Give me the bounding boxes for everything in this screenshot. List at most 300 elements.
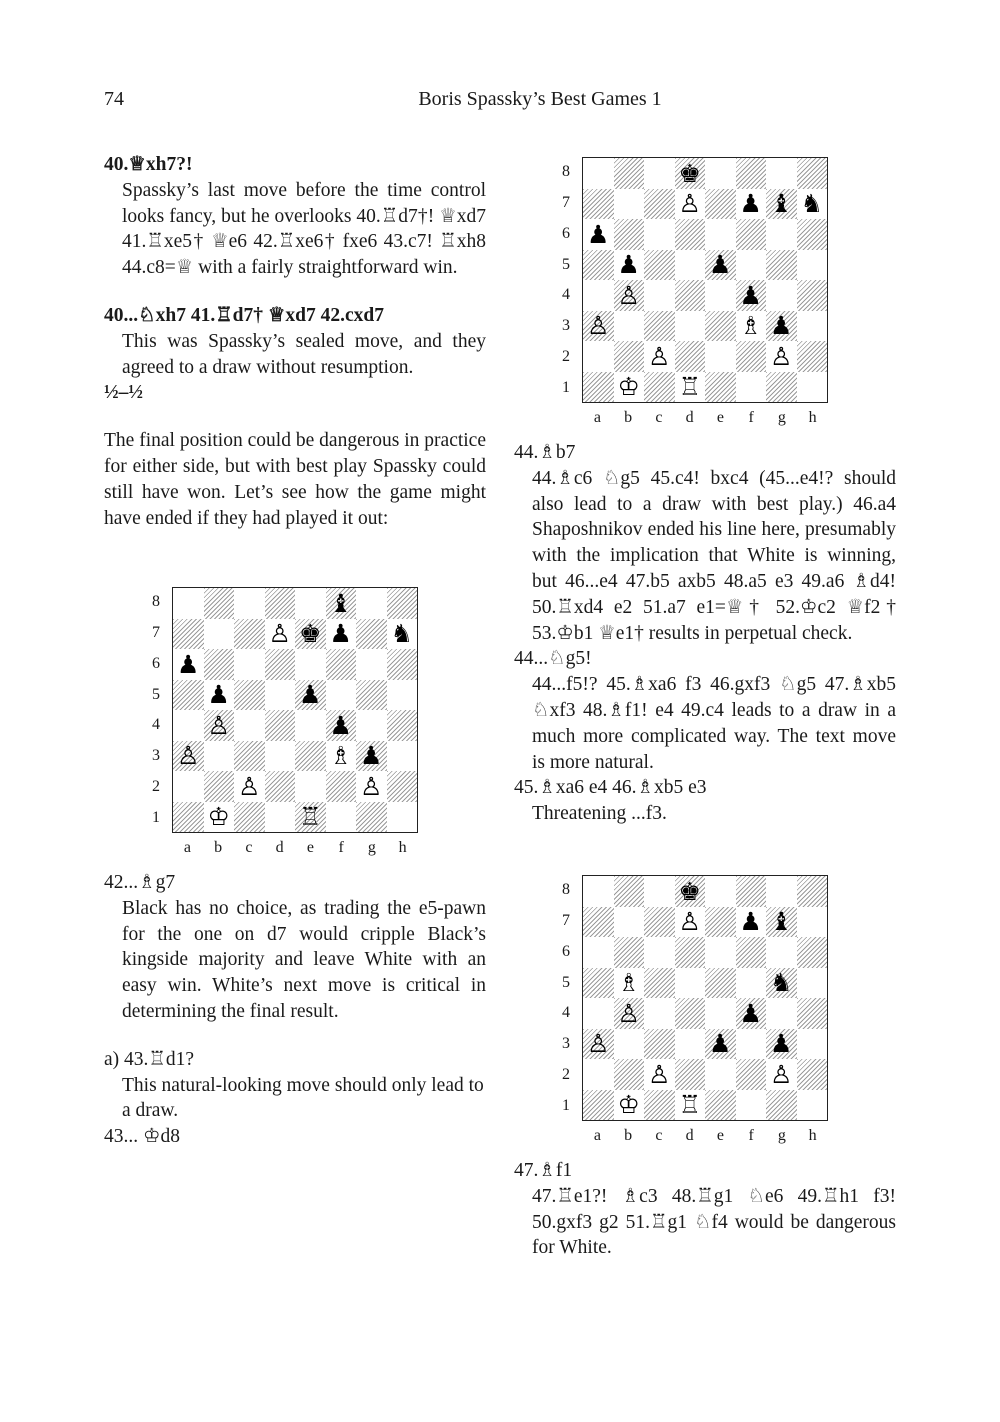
board-square bbox=[644, 311, 675, 342]
board-square bbox=[614, 189, 645, 220]
board-square bbox=[356, 802, 387, 833]
board-square bbox=[797, 280, 828, 311]
move-line: 42...♗g7 bbox=[104, 872, 176, 893]
board-square bbox=[204, 741, 235, 772]
file-label: a bbox=[593, 409, 601, 426]
move-line: 43... ♔d8 bbox=[104, 1126, 180, 1148]
move-line: 45.♗xa6 e4 46.♗xb5 e3 bbox=[514, 777, 707, 799]
rank-label: 6 bbox=[562, 942, 570, 960]
board-square bbox=[736, 158, 767, 189]
board-square bbox=[644, 998, 675, 1029]
board-square bbox=[736, 907, 767, 938]
black-bishop-icon: ♝ bbox=[770, 189, 793, 219]
board-square bbox=[797, 1090, 828, 1121]
board-square bbox=[675, 1029, 706, 1060]
rank-label: 6 bbox=[562, 224, 570, 242]
board-square bbox=[204, 680, 235, 711]
file-labels bbox=[172, 839, 418, 859]
white-pawn-icon: ♙ bbox=[770, 1059, 793, 1089]
black-king-icon: ♚ bbox=[678, 876, 701, 906]
board-square bbox=[173, 771, 204, 802]
rank-label: 1 bbox=[562, 1096, 570, 1114]
right-column-upper bbox=[514, 440, 896, 827]
white-pawn-icon: ♙ bbox=[648, 1059, 671, 1089]
annotation-paragraph: 44...f5!? 45.♗xa6 f3 46.gxf3 ♘g5 47.♗xb5 ♘xf3 48.♗f1! e4 49.c4 leads to a draw in a much more complicated way. The text move is more natural. bbox=[532, 674, 896, 773]
board-square bbox=[356, 588, 387, 619]
file-label: g bbox=[777, 1127, 786, 1144]
file-labels bbox=[582, 1127, 828, 1147]
black-pawn-icon: ♟ bbox=[617, 250, 640, 280]
file-label: c bbox=[655, 1127, 663, 1144]
board-square bbox=[265, 649, 296, 680]
board-square bbox=[766, 189, 797, 220]
board-square bbox=[387, 619, 418, 650]
rank-label: 7 bbox=[562, 194, 570, 212]
board-square bbox=[766, 907, 797, 938]
board-square bbox=[356, 649, 387, 680]
board-square bbox=[797, 219, 828, 250]
board-square bbox=[326, 588, 357, 619]
board-square bbox=[644, 372, 675, 403]
board-square bbox=[234, 741, 265, 772]
board-square bbox=[614, 937, 645, 968]
board-square bbox=[675, 907, 706, 938]
black-pawn-icon: ♟ bbox=[709, 250, 732, 280]
rank-label: 3 bbox=[562, 1035, 570, 1053]
move-line: a) 43.♖d1? bbox=[104, 1048, 195, 1070]
black-pawn-icon: ♟ bbox=[770, 311, 793, 341]
board-square bbox=[644, 1029, 675, 1060]
board-square bbox=[705, 998, 736, 1029]
black-pawn-icon: ♟ bbox=[739, 998, 762, 1028]
board-square bbox=[326, 741, 357, 772]
board-square bbox=[583, 250, 614, 281]
board-square bbox=[705, 250, 736, 281]
rank-label: 8 bbox=[152, 593, 160, 611]
board-square bbox=[614, 1059, 645, 1090]
board-square bbox=[675, 250, 706, 281]
board-square bbox=[614, 219, 645, 250]
board-square bbox=[705, 158, 736, 189]
board-square bbox=[705, 1029, 736, 1060]
rank-labels bbox=[558, 875, 574, 1121]
board-square bbox=[265, 741, 296, 772]
file-label: a bbox=[593, 1127, 601, 1144]
board-square bbox=[326, 802, 357, 833]
board-square bbox=[265, 619, 296, 650]
black-pawn-icon: ♟ bbox=[207, 680, 230, 710]
board-square bbox=[705, 907, 736, 938]
file-label: c bbox=[245, 839, 253, 856]
board-square bbox=[614, 876, 645, 907]
board-square bbox=[265, 710, 296, 741]
rank-label: 7 bbox=[152, 624, 160, 642]
file-label: d bbox=[275, 839, 284, 856]
file-label: b bbox=[214, 839, 223, 856]
board-square bbox=[644, 280, 675, 311]
black-bishop-icon: ♝ bbox=[329, 588, 352, 618]
board-square bbox=[614, 341, 645, 372]
board-square bbox=[356, 680, 387, 711]
board-square bbox=[614, 280, 645, 311]
annotation-paragraph: 47.♖e1?! ♗c3 48.♖g1 ♘e6 49.♖h1 f3! 50.gxf3 g2 51.♖g1 ♘f4 would be dangerous for White. bbox=[532, 1185, 896, 1259]
white-pawn-icon: ♙ bbox=[678, 907, 701, 937]
board-square bbox=[797, 158, 828, 189]
white-pawn-icon: ♙ bbox=[678, 189, 701, 219]
white-pawn-icon: ♙ bbox=[617, 280, 640, 310]
rank-label: 2 bbox=[562, 1065, 570, 1083]
running-title: Boris Spassky’s Best Games 1 bbox=[418, 88, 662, 110]
board-square bbox=[356, 710, 387, 741]
board-square bbox=[614, 1090, 645, 1121]
board-square bbox=[234, 619, 265, 650]
white-pawn-icon: ♙ bbox=[587, 1029, 610, 1059]
board-square bbox=[173, 649, 204, 680]
board-square bbox=[797, 372, 828, 403]
board-square bbox=[295, 802, 326, 833]
board-square bbox=[583, 998, 614, 1029]
black-pawn-icon: ♟ bbox=[587, 219, 610, 249]
board-square bbox=[614, 998, 645, 1029]
rank-labels bbox=[558, 157, 574, 403]
white-pawn-icon: ♙ bbox=[238, 771, 261, 801]
file-label: g bbox=[777, 409, 786, 426]
board-square bbox=[614, 311, 645, 342]
board-square bbox=[326, 649, 357, 680]
board-square bbox=[614, 372, 645, 403]
annotation-paragraph: The final position could be dangerous in practice for either side, but with best play Spassky could still have won. Let’s see how the game might have ended if they had played it out: bbox=[104, 430, 486, 529]
board-square bbox=[583, 876, 614, 907]
right-column-lower bbox=[514, 1158, 896, 1261]
white-pawn-icon: ♙ bbox=[207, 710, 230, 740]
board-square bbox=[675, 968, 706, 999]
white-pawn-icon: ♙ bbox=[587, 311, 610, 341]
board-square bbox=[295, 649, 326, 680]
board-square bbox=[356, 771, 387, 802]
board-square bbox=[295, 680, 326, 711]
board-square bbox=[614, 1029, 645, 1060]
board-square bbox=[204, 710, 235, 741]
board-square bbox=[766, 937, 797, 968]
rank-labels bbox=[148, 587, 164, 833]
board-square bbox=[173, 680, 204, 711]
board-square bbox=[797, 341, 828, 372]
white-bishop-icon: ♗ bbox=[739, 311, 762, 341]
page-number: 74 bbox=[104, 88, 124, 110]
rank-label: 5 bbox=[562, 973, 570, 991]
board-square bbox=[766, 280, 797, 311]
board-square bbox=[766, 250, 797, 281]
black-king-icon: ♚ bbox=[678, 158, 701, 188]
board-square bbox=[766, 1090, 797, 1121]
file-label: b bbox=[624, 409, 633, 426]
board-square bbox=[675, 280, 706, 311]
file-label: c bbox=[655, 409, 663, 426]
board-square bbox=[705, 280, 736, 311]
left-column bbox=[104, 152, 486, 531]
board-square bbox=[387, 710, 418, 741]
board-square bbox=[326, 619, 357, 650]
board-square bbox=[736, 1029, 767, 1060]
rank-label: 4 bbox=[562, 1004, 570, 1022]
rank-label: 4 bbox=[152, 716, 160, 734]
annotation-paragraph: Black has no choice, as trading the e5-pawn for the one on d7 would cripple Black’s kingside majority and leave White with an easy win. White’s next move is critical in determining the final result. bbox=[122, 897, 486, 1022]
black-pawn-icon: ♟ bbox=[739, 189, 762, 219]
white-bishop-icon: ♗ bbox=[617, 968, 640, 998]
board-square bbox=[736, 937, 767, 968]
board-square bbox=[644, 1090, 675, 1121]
board-square bbox=[614, 250, 645, 281]
black-pawn-icon: ♟ bbox=[770, 1029, 793, 1059]
board-square bbox=[736, 876, 767, 907]
board-square bbox=[766, 158, 797, 189]
board-square bbox=[583, 219, 614, 250]
board-square bbox=[265, 771, 296, 802]
board-square bbox=[583, 158, 614, 189]
board-square bbox=[736, 1090, 767, 1121]
board-square bbox=[583, 1029, 614, 1060]
board-square bbox=[705, 1059, 736, 1090]
move-line: 44...♘g5! bbox=[514, 648, 592, 670]
board-square bbox=[356, 619, 387, 650]
rank-label: 1 bbox=[562, 378, 570, 396]
board-square bbox=[797, 189, 828, 220]
board-square bbox=[675, 341, 706, 372]
board-square bbox=[705, 189, 736, 220]
board-square bbox=[583, 372, 614, 403]
black-knight-icon: ♞ bbox=[770, 968, 793, 998]
black-pawn-icon: ♟ bbox=[329, 710, 352, 740]
board-square bbox=[387, 680, 418, 711]
board-square bbox=[614, 158, 645, 189]
board-square bbox=[326, 771, 357, 802]
board-square bbox=[583, 1090, 614, 1121]
board-square bbox=[797, 1059, 828, 1090]
board-square bbox=[766, 968, 797, 999]
black-pawn-icon: ♟ bbox=[739, 907, 762, 937]
board-square bbox=[265, 802, 296, 833]
board-square bbox=[204, 771, 235, 802]
white-pawn-icon: ♙ bbox=[770, 341, 793, 371]
board-square bbox=[583, 311, 614, 342]
left-column-lower bbox=[104, 870, 486, 1150]
move-heading: 40...♘xh7 41.♖d7† ♕xd7 42.cxd7 bbox=[104, 304, 384, 326]
board-square bbox=[326, 680, 357, 711]
move-line: 47.♗f1 bbox=[514, 1160, 573, 1181]
board-square bbox=[204, 588, 235, 619]
board-square bbox=[234, 680, 265, 711]
rank-label: 2 bbox=[562, 347, 570, 365]
board-square bbox=[234, 649, 265, 680]
board-square bbox=[736, 250, 767, 281]
board-square bbox=[644, 189, 675, 220]
board-square bbox=[736, 280, 767, 311]
board-square bbox=[797, 1029, 828, 1060]
file-label: e bbox=[716, 1127, 724, 1144]
board-square bbox=[675, 876, 706, 907]
board-square bbox=[356, 741, 387, 772]
board-square bbox=[705, 341, 736, 372]
black-knight-icon: ♞ bbox=[800, 189, 823, 219]
board-square bbox=[705, 937, 736, 968]
move-line: 44.♗b7 bbox=[514, 442, 576, 463]
file-label: e bbox=[306, 839, 314, 856]
board-square bbox=[705, 372, 736, 403]
board-square bbox=[583, 280, 614, 311]
board-square bbox=[583, 189, 614, 220]
white-king-icon: ♔ bbox=[617, 1090, 640, 1120]
chess-board bbox=[582, 875, 828, 1121]
white-king-icon: ♔ bbox=[617, 372, 640, 402]
chess-board bbox=[172, 587, 418, 833]
annotation-paragraph: This was Spassky’s sealed move, and they agreed to a draw without resumption. bbox=[122, 330, 486, 378]
board-square bbox=[675, 372, 706, 403]
white-pawn-icon: ♙ bbox=[360, 771, 383, 801]
white-rook-icon: ♖ bbox=[678, 372, 701, 402]
board-square bbox=[295, 771, 326, 802]
board-square bbox=[705, 1090, 736, 1121]
black-pawn-icon: ♟ bbox=[177, 649, 200, 679]
file-label: f bbox=[748, 409, 754, 426]
white-rook-icon: ♖ bbox=[678, 1090, 701, 1120]
board-square bbox=[583, 937, 614, 968]
board-square bbox=[675, 158, 706, 189]
board-square bbox=[644, 968, 675, 999]
board-square bbox=[295, 710, 326, 741]
board-square bbox=[173, 619, 204, 650]
board-square bbox=[644, 937, 675, 968]
board-square bbox=[583, 907, 614, 938]
board-square bbox=[644, 1059, 675, 1090]
board-square bbox=[675, 1059, 706, 1090]
board-square bbox=[387, 802, 418, 833]
board-square bbox=[705, 219, 736, 250]
board-square bbox=[736, 189, 767, 220]
file-label: h bbox=[398, 839, 407, 856]
board-square bbox=[736, 341, 767, 372]
annotation-paragraph: Threatening ...f3. bbox=[532, 803, 667, 825]
black-pawn-icon: ♟ bbox=[299, 680, 322, 710]
black-pawn-icon: ♟ bbox=[709, 1029, 732, 1059]
board-square bbox=[644, 219, 675, 250]
black-bishop-icon: ♝ bbox=[770, 907, 793, 937]
board-square bbox=[644, 907, 675, 938]
rank-label: 5 bbox=[152, 685, 160, 703]
rank-label: 5 bbox=[562, 255, 570, 273]
board-square bbox=[675, 311, 706, 342]
white-king-icon: ♔ bbox=[207, 802, 230, 832]
board-square bbox=[797, 907, 828, 938]
board-square bbox=[295, 741, 326, 772]
black-knight-icon: ♞ bbox=[390, 619, 413, 649]
white-rook-icon: ♖ bbox=[299, 802, 322, 832]
board-square bbox=[644, 158, 675, 189]
board-square bbox=[705, 876, 736, 907]
board-square bbox=[583, 1059, 614, 1090]
board-square bbox=[766, 219, 797, 250]
board-square bbox=[797, 937, 828, 968]
board-square bbox=[766, 876, 797, 907]
file-label: a bbox=[183, 839, 191, 856]
board-square bbox=[265, 588, 296, 619]
rank-label: 8 bbox=[562, 881, 570, 899]
board-square bbox=[766, 311, 797, 342]
annotation-paragraph: 44.♗c6 ♘g5 45.c4! bxc4 (45...e4!? should also lead to a draw with best play.) 46.a4 Shaposhnikov ended his line here, presumably with the implication that White is winning, but 46...e4 47.b5 axb5 48.a5 e3 49.a6 ♗d4! 50.♖xd4 e2 51.a7 e1=♕† 52.♔c2 ♕f2† 53.♔b1 ♕e1† results in perpetual check. bbox=[532, 467, 896, 644]
rank-label: 3 bbox=[562, 317, 570, 335]
board-square bbox=[204, 619, 235, 650]
board-square bbox=[614, 907, 645, 938]
black-pawn-icon: ♟ bbox=[739, 280, 762, 310]
board-square bbox=[204, 802, 235, 833]
board-square bbox=[736, 311, 767, 342]
board-square bbox=[234, 802, 265, 833]
board-square bbox=[736, 219, 767, 250]
board-square bbox=[797, 998, 828, 1029]
board-square bbox=[644, 341, 675, 372]
file-label: e bbox=[716, 409, 724, 426]
board-square bbox=[736, 1059, 767, 1090]
board-square bbox=[583, 341, 614, 372]
black-pawn-icon: ♟ bbox=[329, 619, 352, 649]
board-square bbox=[797, 968, 828, 999]
board-square bbox=[234, 710, 265, 741]
white-pawn-icon: ♙ bbox=[268, 619, 291, 649]
file-label: g bbox=[367, 839, 376, 856]
white-pawn-icon: ♙ bbox=[177, 741, 200, 771]
file-label: h bbox=[808, 1127, 817, 1144]
board-square bbox=[387, 588, 418, 619]
board-square bbox=[387, 771, 418, 802]
board-square bbox=[265, 680, 296, 711]
board-square bbox=[705, 968, 736, 999]
board-square bbox=[797, 250, 828, 281]
board-square bbox=[295, 619, 326, 650]
board-square bbox=[173, 741, 204, 772]
rank-label: 7 bbox=[562, 912, 570, 930]
board-square bbox=[583, 968, 614, 999]
board-square bbox=[295, 588, 326, 619]
rank-label: 3 bbox=[152, 747, 160, 765]
board-square bbox=[234, 771, 265, 802]
rank-label: 1 bbox=[152, 808, 160, 826]
file-label: b bbox=[624, 1127, 633, 1144]
chess-board bbox=[582, 157, 828, 403]
file-label: f bbox=[338, 839, 344, 856]
board-square bbox=[387, 741, 418, 772]
board-square bbox=[173, 710, 204, 741]
file-label: f bbox=[748, 1127, 754, 1144]
board-square bbox=[736, 968, 767, 999]
rank-label: 2 bbox=[152, 777, 160, 795]
white-pawn-icon: ♙ bbox=[617, 998, 640, 1028]
board-square bbox=[766, 1029, 797, 1060]
black-king-icon: ♚ bbox=[299, 619, 322, 649]
board-square bbox=[797, 311, 828, 342]
annotation-paragraph: Spassky’s last move before the time control looks fancy, but he overlooks 40.♖d7†! ♕xd7 41.♖xe5† ♕e6 42.♖xe6† fxe6 43.c7! ♖xh8 44.c8=♕ with a fairly straightforward win. bbox=[122, 179, 486, 279]
board-square bbox=[766, 341, 797, 372]
file-label: h bbox=[808, 409, 817, 426]
board-square bbox=[736, 998, 767, 1029]
move-heading: 40.♕xh7?! bbox=[104, 154, 193, 175]
white-bishop-icon: ♗ bbox=[329, 741, 352, 771]
rank-label: 4 bbox=[562, 286, 570, 304]
board-square bbox=[387, 649, 418, 680]
file-labels bbox=[582, 409, 828, 429]
board-square bbox=[705, 311, 736, 342]
board-square bbox=[204, 649, 235, 680]
board-square bbox=[675, 219, 706, 250]
board-square bbox=[614, 968, 645, 999]
